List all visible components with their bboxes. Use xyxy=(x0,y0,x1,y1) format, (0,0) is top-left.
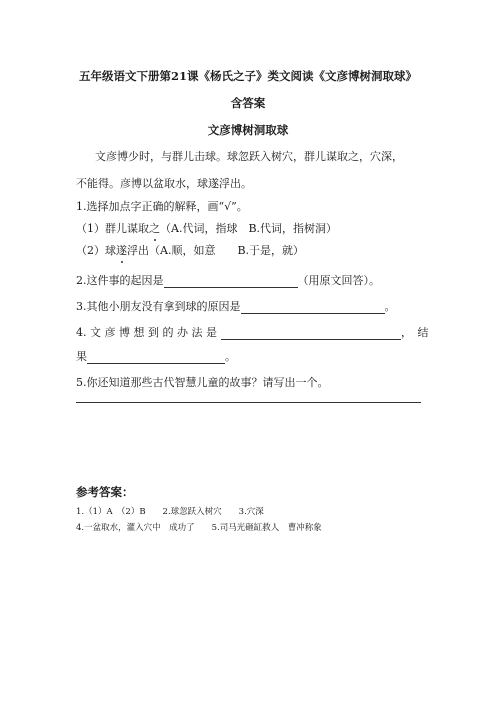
answer-blank[interactable] xyxy=(241,301,385,314)
document-subtitle: 含答案 xyxy=(230,96,266,110)
answer-blank[interactable] xyxy=(221,327,401,340)
question-4-line-2 xyxy=(76,350,236,364)
answer-blank[interactable] xyxy=(164,275,298,288)
question-4-line-2-prefix: 果 xyxy=(76,350,87,363)
question-4-middle: ， 结 xyxy=(400,326,429,339)
question-1-part-2 xyxy=(76,244,304,258)
question-3 xyxy=(76,300,396,314)
question-3-prefix: 3.其他小朋友没有拿到球的原因是 xyxy=(76,300,241,313)
answers-title: 参考答案： xyxy=(76,485,134,499)
question-4-line-2-suffix: 。 xyxy=(225,350,236,363)
question-1: 1.选择加点字正确的解释，画“√”。 xyxy=(76,200,248,213)
answer-blank[interactable] xyxy=(87,351,225,364)
question-1-part-1-prefix: （1）群儿谋取 xyxy=(76,222,149,235)
question-1-part-1 xyxy=(76,222,337,236)
passage-line-2: 不能得。彦博以盆取水，球遂浮出。 xyxy=(76,177,252,190)
answers-line-1: 1.（1）A （2）B 2.球忽跃入树穴 3.穴深 xyxy=(76,507,264,517)
passage-title: 文彦博树洞取球 xyxy=(207,123,289,137)
question-2 xyxy=(76,274,380,288)
question-3-suffix: 。 xyxy=(384,300,396,313)
question-2-suffix: （用原文回答）。 xyxy=(297,274,380,287)
question-1-part-2-prefix: （2）球 xyxy=(76,244,116,257)
document-title: 五年级语文下册第21课《杨氏之子》类文阅读《文彦博树洞取球》 xyxy=(79,69,417,83)
question-4 xyxy=(76,326,428,340)
question-2-prefix: 2.这件事的起因是 xyxy=(76,274,164,287)
question-5: 5.你还知道那些古代智慧儿童的故事？请写出一个。 xyxy=(76,376,329,389)
emphasis-dot-char: 之 xyxy=(149,222,160,235)
question-4-prefix: 4. 文 彦 博 想 到 的 办 法 是 xyxy=(76,326,217,339)
answers-line-2: 4.一盆取水，灌入穴中 成功了 5.司马光砸缸救人 曹冲称象 xyxy=(76,523,322,533)
question-1-part-2-options: 浮出（A.顺，如意 B.于是，就） xyxy=(127,244,305,257)
question-1-part-1-options: （A.代词，指球 B.代词，指树洞） xyxy=(160,222,338,235)
passage-line-1: 文彦博少时，与群儿击球。球忽跃入树穴，群儿谋取之，穴深， xyxy=(95,150,403,163)
answer-line[interactable] xyxy=(76,402,421,403)
emphasis-dot-char: 遂 xyxy=(116,244,127,257)
